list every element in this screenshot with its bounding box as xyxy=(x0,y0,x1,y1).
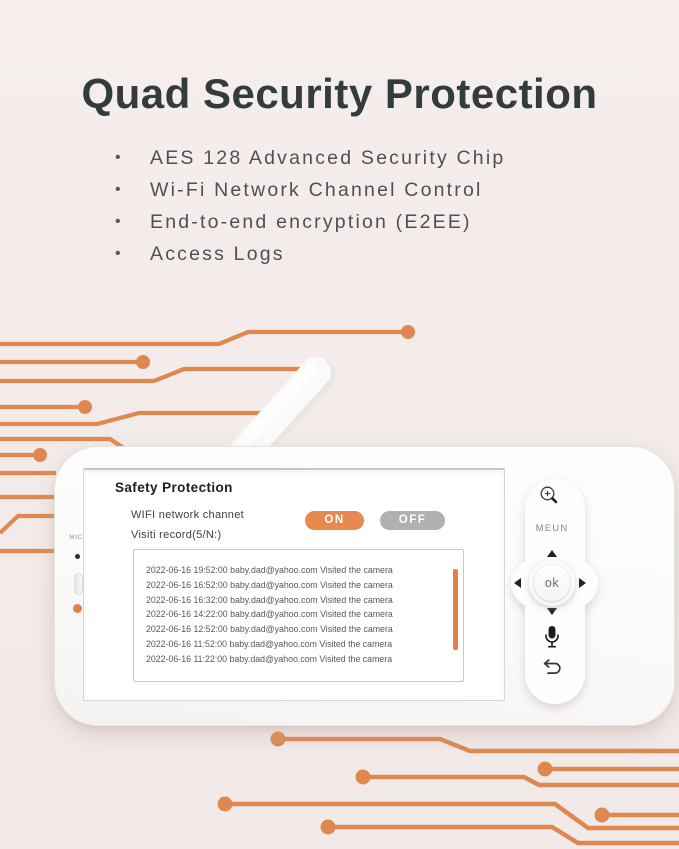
feature-item: • Access Logs xyxy=(150,238,505,270)
menu-button[interactable]: MEUN xyxy=(535,523,569,534)
talk-mic-button[interactable] xyxy=(543,625,561,649)
log-row: 2022-06-16 14:22:00 baby.dad@yahoo.com Visited the camera xyxy=(146,609,393,620)
device-screen xyxy=(83,468,505,701)
feature-item: • Wi-Fi Network Channel Control xyxy=(150,174,505,206)
wifi-on-button[interactable]: ON xyxy=(305,511,364,530)
scrollbar[interactable] xyxy=(453,569,458,650)
status-led-icon xyxy=(73,604,82,613)
feature-item: • AES 128 Advanced Security Chip xyxy=(150,142,505,174)
zoom-in-button[interactable] xyxy=(539,485,559,505)
dpad-up-icon[interactable] xyxy=(547,550,557,557)
baby-monitor-device xyxy=(54,446,675,726)
screen-heading: Safety Protection xyxy=(115,480,233,495)
dpad-left-icon[interactable] xyxy=(514,578,521,588)
dpad-down-icon[interactable] xyxy=(547,608,557,615)
wifi-channel-label: WIFI network channet xyxy=(131,509,244,521)
feature-item: • End-to-end encryption (E2EE) xyxy=(150,206,505,238)
back-return-button[interactable] xyxy=(540,659,564,676)
ok-button[interactable]: ok xyxy=(534,565,570,601)
feature-list xyxy=(150,142,505,270)
log-row: 2022-06-16 11:22:00 baby.dad@yahoo.com Visited the camera xyxy=(146,653,393,664)
ok-button-ring xyxy=(529,560,575,606)
visit-record-label: Visiti record(5/N:) xyxy=(131,529,222,541)
mic-label: MIC xyxy=(69,534,83,541)
log-row: 2022-06-16 16:32:00 baby.dad@yahoo.com Visited the camera xyxy=(146,594,393,605)
log-row: 2022-06-16 19:52:00 baby.dad@yahoo.com Visited the camera xyxy=(146,565,393,575)
wifi-off-button[interactable]: OFF xyxy=(380,511,445,530)
log-row: 2022-06-16 12:52:00 baby.dad@yahoo.com Visited the camera xyxy=(146,624,393,635)
side-slot[interactable] xyxy=(74,573,83,595)
mic-hole-icon xyxy=(75,554,80,559)
dpad-right-icon[interactable] xyxy=(579,578,586,588)
log-row: 2022-06-16 11:52:00 baby.dad@yahoo.com Visited the camera xyxy=(146,638,393,649)
visit-log-list xyxy=(133,549,464,682)
page-title: Quad Security Protection xyxy=(81,70,598,117)
log-row: 2022-06-16 16:52:00 baby.dad@yahoo.com Visited the camera xyxy=(146,579,393,590)
